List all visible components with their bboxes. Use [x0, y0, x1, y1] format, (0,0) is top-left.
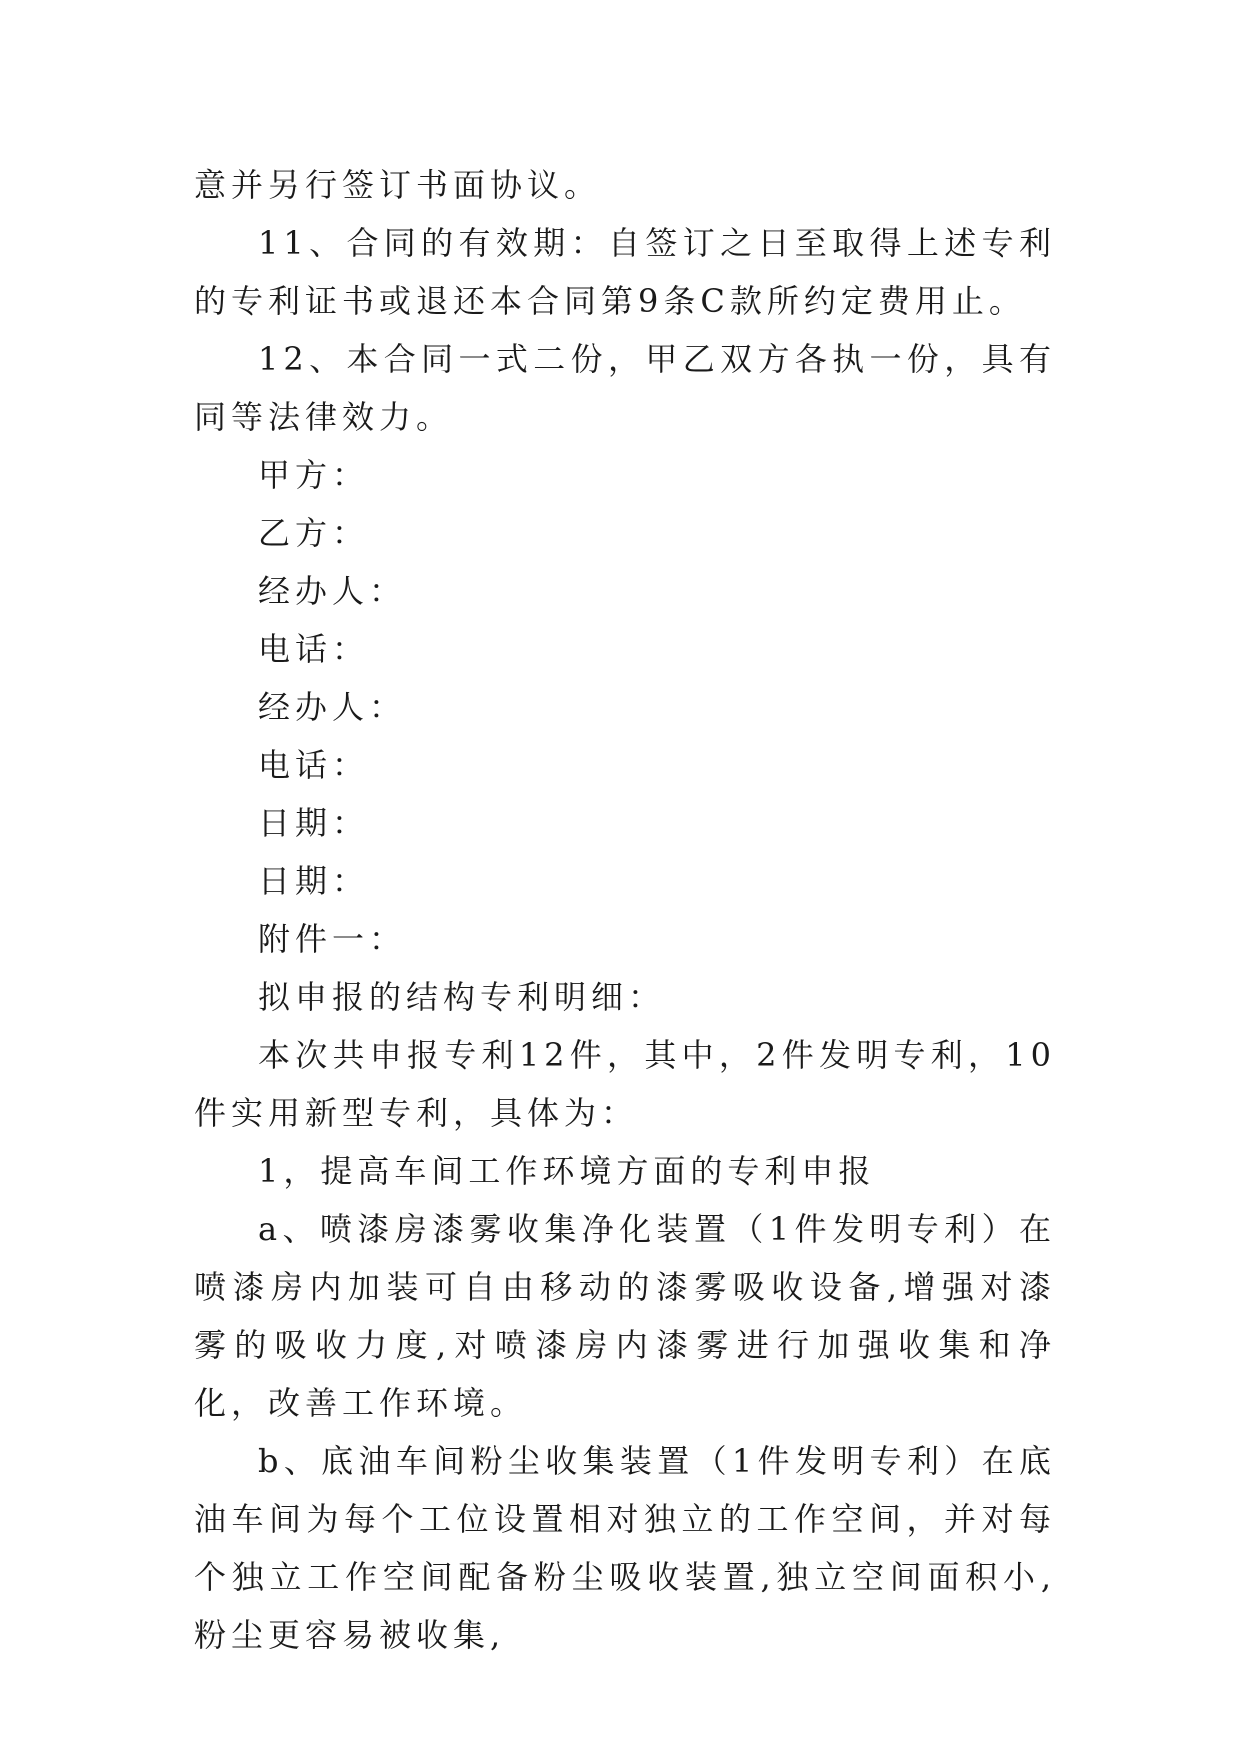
date-label: 日期：	[258, 804, 370, 842]
party-a-label: 甲方：	[258, 456, 370, 494]
patent-list-heading: 拟申报的结构专利明细：	[258, 978, 666, 1016]
paragraph-clause-12: 12、本合同一式二份，甲乙双方各执一份，具有同等法律效力。	[194, 340, 1056, 436]
document-body	[194, 156, 1056, 1664]
phone-label: 电话：	[258, 746, 370, 784]
list-item-1: 1，提高车间工作环境方面的专利申报	[258, 1152, 876, 1190]
paragraph-continuation: 意并另行签订书面协议。	[194, 166, 602, 204]
party-b-label: 乙方：	[258, 514, 370, 552]
paragraph-clause-11: 11、合同的有效期：自签订之日至取得上述专利的专利证书或退还本合同第9条C款所约定费用止。	[194, 224, 1056, 320]
paragraph-summary: 本次共申报专利12件，其中，2件发明专利，10件实用新型专利，具体为：	[194, 1036, 1056, 1132]
attachment-heading: 附件一：	[258, 920, 407, 958]
list-item-b: b、底油车间粉尘收集装置（1件发明专利）在底油车间为每个工位设置相对独立的工作空间，并对每个独立工作空间配备粉尘吸收装置,独立空间面积小,粉尘更容易被收集,	[194, 1442, 1056, 1654]
phone-label: 电话：	[258, 630, 370, 668]
handler-label: 经办人：	[258, 688, 407, 726]
list-item-a: a、喷漆房漆雾收集净化装置（1件发明专利）在喷漆房内加装可自由移动的漆雾吸收设备,增强对漆雾的吸收力度,对喷漆房内漆雾进行加强收集和净化，改善工作环境。	[194, 1210, 1056, 1422]
handler-label: 经办人：	[258, 572, 407, 610]
date-label: 日期：	[258, 862, 370, 900]
